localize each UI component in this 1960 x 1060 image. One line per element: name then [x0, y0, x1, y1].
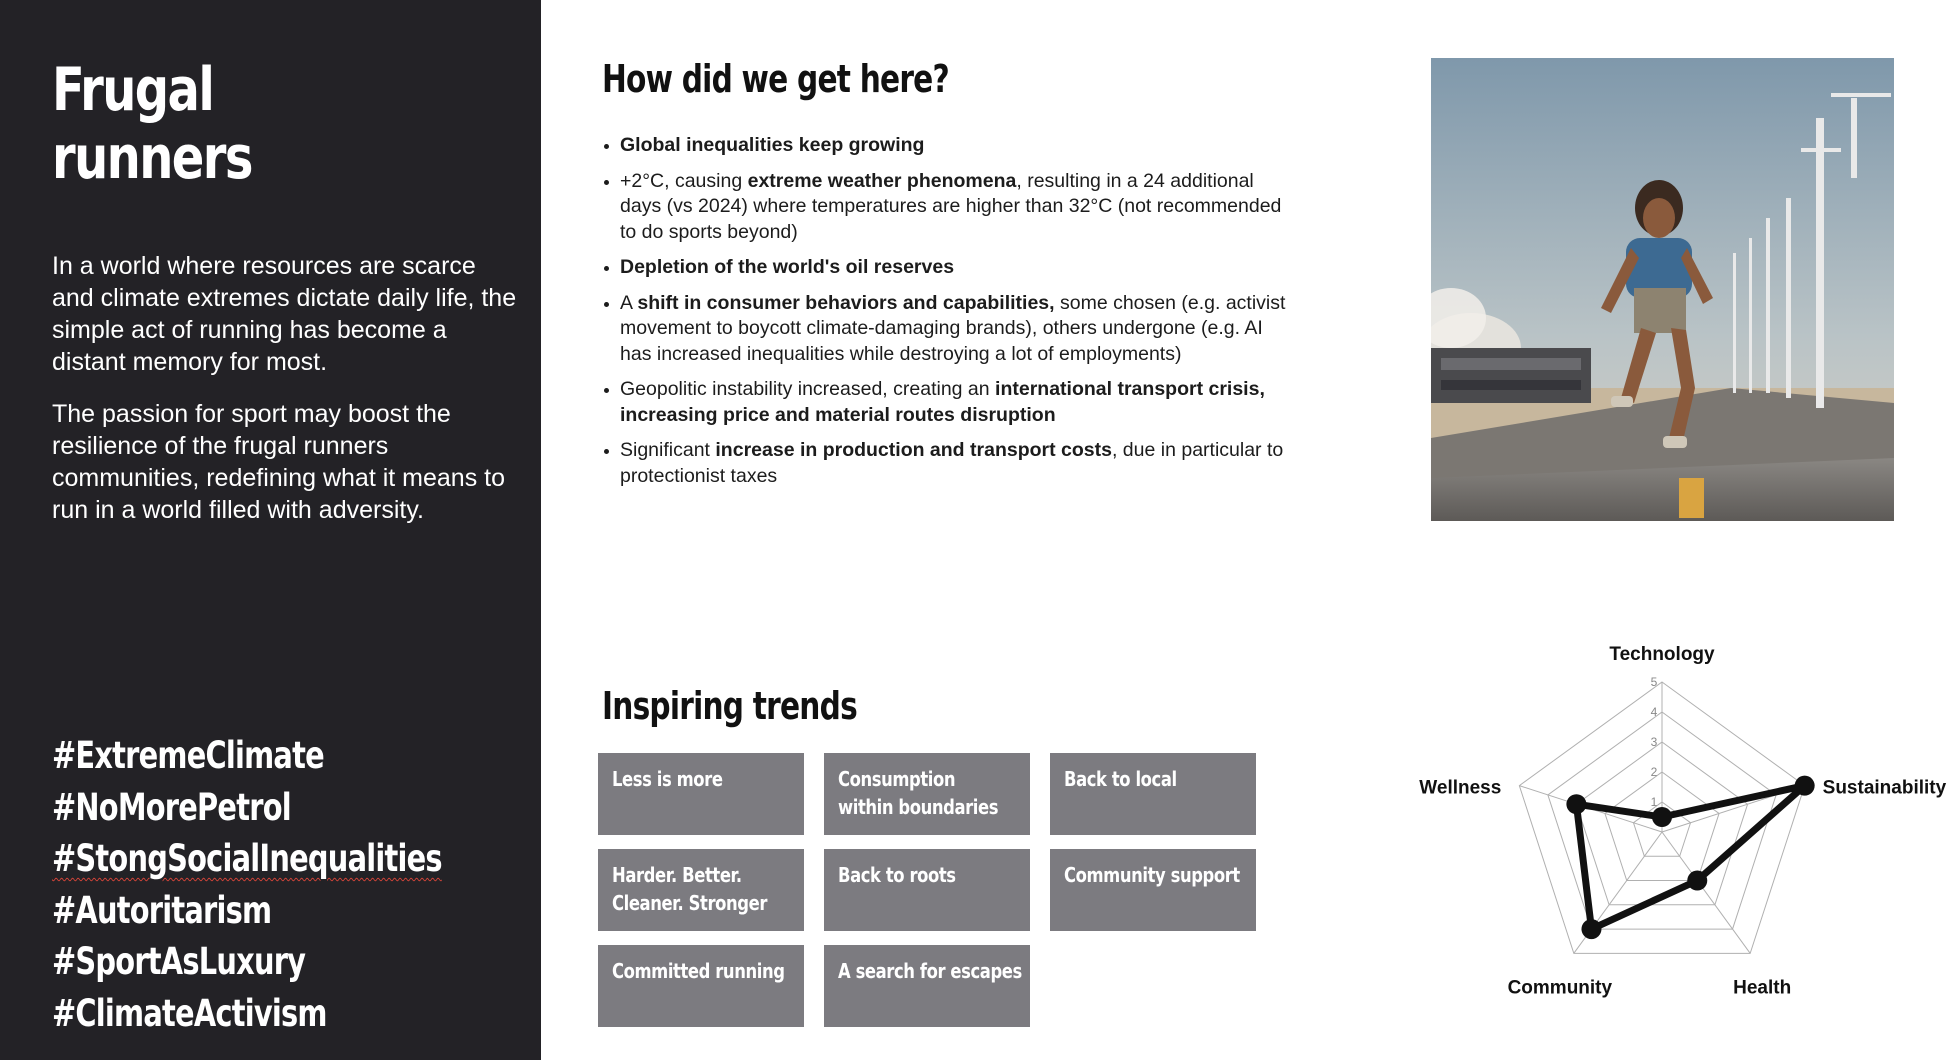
radar-point	[1795, 776, 1815, 796]
intro-text	[52, 250, 522, 546]
trends-grid	[598, 753, 1256, 1027]
bullet-text: A	[620, 291, 638, 314]
hashtag: #Autoritarism	[52, 888, 272, 932]
runner-illustration	[1431, 58, 1894, 521]
radar-point	[1581, 919, 1601, 939]
radar-point	[1566, 794, 1586, 814]
trend-label: Community support	[1064, 863, 1240, 887]
trend-label: Consumption within boundaries	[838, 767, 999, 819]
bullet-bold: Global inequalities keep growing	[620, 134, 925, 156]
radar-axis-label: Community	[1507, 977, 1613, 999]
trend-label: Committed running	[612, 959, 785, 983]
page-title	[52, 56, 252, 192]
radar-tick-label: 2	[1650, 765, 1658, 779]
bullet-text: some chosen (e.g. activist movement to boycott climate-damaging brands), others undergone (e.g. AI has increased inequalities while destroying a lot of employments)	[620, 291, 1286, 365]
radar-axis-label: Health	[1733, 977, 1792, 999]
bullet-bold: extreme weather phenomena	[747, 169, 1017, 192]
trend-tile	[1050, 849, 1256, 931]
bullet-item	[602, 255, 1292, 281]
trend-label: A search for escapes	[838, 959, 1022, 983]
bullet-item	[602, 291, 1292, 368]
hashtag-list	[52, 730, 442, 1039]
radar-tick-label: 1	[1650, 795, 1658, 809]
how-heading: How did we get here?	[602, 57, 949, 101]
trend-label: Back to roots	[838, 863, 956, 887]
trend-tile	[598, 945, 804, 1027]
context-bullet-list	[602, 133, 1292, 499]
bullet-text: , due in particular to protectionist taxes	[620, 439, 1284, 487]
trend-tile	[1050, 753, 1256, 835]
title-line-1: Frugal	[52, 55, 214, 125]
hashtag: #StongSocialInequalities	[52, 837, 442, 880]
bullet-item	[602, 438, 1292, 489]
hashtag: #SportAsLuxury	[52, 940, 306, 983]
radar-point	[1652, 807, 1672, 827]
bullet-bold: shift in consumer behaviors and capabilities,	[637, 291, 1055, 314]
intro-paragraph-2: The passion for sport may boost the resilience of the frugal runners communities, redefining what it means to run in a world filled with adversity.	[52, 400, 505, 524]
bullet-text: Geopolitic instability increased, creating an	[620, 378, 996, 400]
title-line-2: runners	[52, 123, 252, 193]
radar-chart	[1400, 640, 1960, 1010]
radar-axis-label: Technology	[1609, 644, 1715, 665]
intro-paragraph-1: In a world where resources are scarce and climate extremes dictate daily life, the simple act of running has become a distant memory for most.	[52, 252, 517, 376]
bullet-text: , resulting in a 24 additional days (vs 2024) where temperatures are higher than 32°C (not recommended to do sports beyond)	[620, 169, 1282, 243]
hashtag: #NoMorePetrol	[52, 785, 291, 829]
radar-tick-label: 3	[1650, 735, 1658, 749]
trend-tile	[824, 945, 1030, 1027]
trend-tile	[824, 753, 1030, 835]
trend-label: Harder. Better. Cleaner. Stronger	[612, 863, 768, 915]
trends-heading: Inspiring trends	[602, 684, 857, 728]
bullet-item	[602, 377, 1292, 428]
runner-photo	[1431, 58, 1894, 521]
sidebar-panel	[0, 0, 541, 1060]
hashtag: #ExtremeClimate	[52, 734, 324, 777]
bullet-bold: Depletion of the world's oil reserves	[620, 256, 955, 278]
bullet-bold: international transport crisis, increasing price and material routes disruption	[620, 378, 1265, 426]
hashtag: #ClimateActivism	[52, 991, 327, 1035]
bullet-bold: increase in production and transport costs	[715, 439, 1112, 461]
bullet-text: +2°C, causing	[620, 169, 748, 192]
trend-tile	[598, 849, 804, 931]
radar-axis-label: Sustainability	[1822, 777, 1947, 799]
bullet-text: Significant	[620, 439, 716, 461]
trend-tile	[824, 849, 1030, 931]
radar-point	[1687, 871, 1707, 891]
bullet-item	[602, 169, 1292, 246]
bullet-item	[602, 133, 1292, 159]
trend-tile	[598, 753, 804, 835]
radar-axis-label: Wellness	[1419, 777, 1502, 799]
radar-tick-label: 5	[1650, 675, 1658, 689]
radar-tick-label: 4	[1650, 705, 1658, 719]
trend-label: Less is more	[612, 767, 723, 791]
trend-label: Back to local	[1064, 767, 1177, 791]
radar-series-line	[1576, 786, 1804, 929]
